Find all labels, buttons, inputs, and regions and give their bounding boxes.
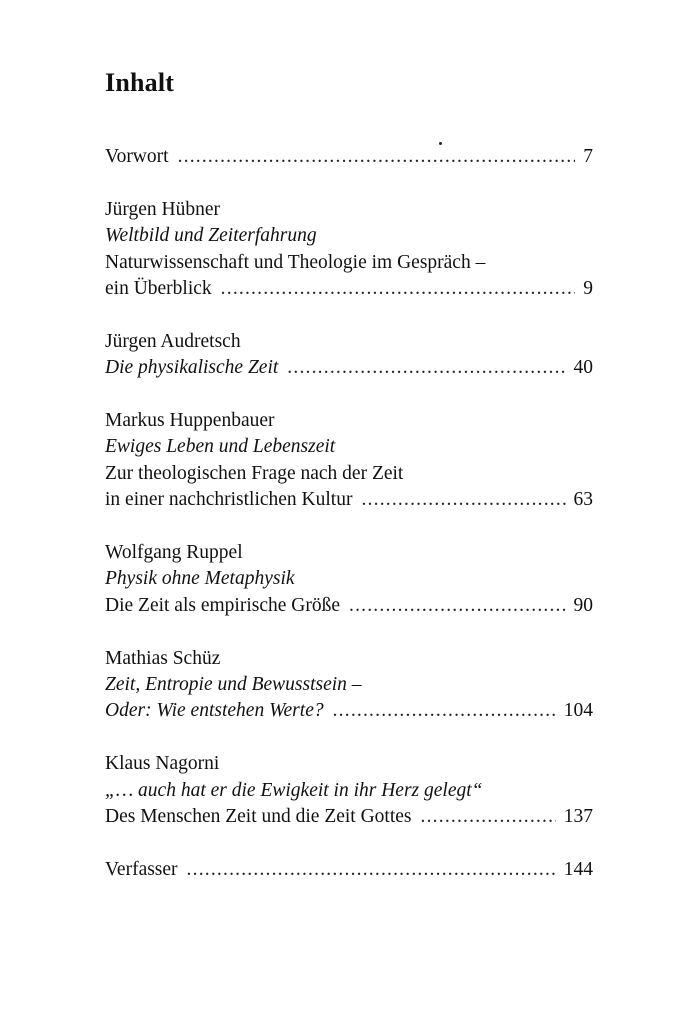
- toc-title: Physik ohne Metaphysik: [105, 568, 295, 590]
- toc-subtitle: Zur theologischen Frage nach der Zeit: [105, 462, 404, 484]
- toc-leader-line: [105, 593, 593, 619]
- toc-author: Wolfgang Ruppel: [105, 542, 243, 564]
- toc-line-text: Die physikalische Zeit: [105, 357, 279, 379]
- toc-entry: [105, 329, 593, 382]
- dot-leader: [221, 276, 576, 302]
- toc-leader-line: [105, 144, 593, 170]
- toc-leader-line: [105, 487, 593, 513]
- toc-title: Zeit, Entropie und Bewusstsein –: [105, 674, 362, 696]
- toc-leader-line: [105, 698, 593, 724]
- toc-leader-line: [105, 276, 593, 302]
- toc-entry: [105, 144, 593, 170]
- toc-subtitle: Naturwissenschaft und Theologie im Gespräch –: [105, 251, 486, 273]
- toc-leader-line: [105, 355, 593, 381]
- page-number: 63: [573, 489, 593, 511]
- dot-leader: [421, 804, 556, 830]
- toc-title: „… auch hat er die Ewigkeit in ihr Herz gelegt“: [105, 779, 483, 801]
- toc-line-text: Verfasser: [105, 858, 178, 880]
- toc-entry: [105, 751, 593, 830]
- toc-line-text: Des Menschen Zeit und die Zeit Gottes: [105, 806, 412, 828]
- toc-author: Klaus Nagorni: [105, 753, 220, 775]
- toc-entry: [105, 408, 593, 514]
- page-number: 137: [563, 806, 593, 828]
- page-number: 7: [583, 146, 593, 167]
- toc-author: Jürgen Hübner: [105, 198, 220, 220]
- toc-entry: [105, 540, 593, 619]
- toc-author: Mathias Schüz: [105, 647, 221, 669]
- toc-leader-line: [105, 857, 593, 883]
- toc-leader-line: [105, 804, 593, 830]
- dot-leader: [361, 487, 565, 513]
- toc-line-text: ein Überblick: [105, 278, 212, 300]
- dot-leader: [178, 144, 576, 170]
- toc-line-text: Oder: Wie entstehen Werte?: [105, 700, 324, 722]
- dot-leader: [187, 857, 556, 883]
- toc-line-text: Die Zeit als empirische Größe: [105, 594, 340, 616]
- toc-entry: [105, 646, 593, 725]
- table-of-contents: [105, 144, 593, 883]
- toc-line-text: Vorwort: [105, 146, 169, 167]
- dot-leader: [287, 355, 565, 381]
- page-title: Inhalt: [105, 68, 175, 97]
- page-number: 144: [563, 858, 593, 880]
- page-number: 9: [583, 278, 593, 300]
- page-number: 40: [573, 357, 593, 379]
- page-number: 90: [573, 594, 593, 616]
- page-number: 104: [563, 700, 593, 722]
- toc-author: Jürgen Audretsch: [105, 330, 241, 352]
- toc-line-text: in einer nachchristlichen Kultur: [105, 489, 353, 511]
- toc-entry: [105, 197, 593, 303]
- toc-title: Weltbild und Zeiterfahrung: [105, 225, 317, 247]
- dot-leader: [349, 593, 566, 619]
- toc-title: Ewiges Leben und Lebenszeit: [105, 436, 336, 458]
- toc-author: Markus Huppenbauer: [105, 410, 275, 432]
- toc-entry: [105, 857, 593, 883]
- dot-leader: [333, 698, 556, 724]
